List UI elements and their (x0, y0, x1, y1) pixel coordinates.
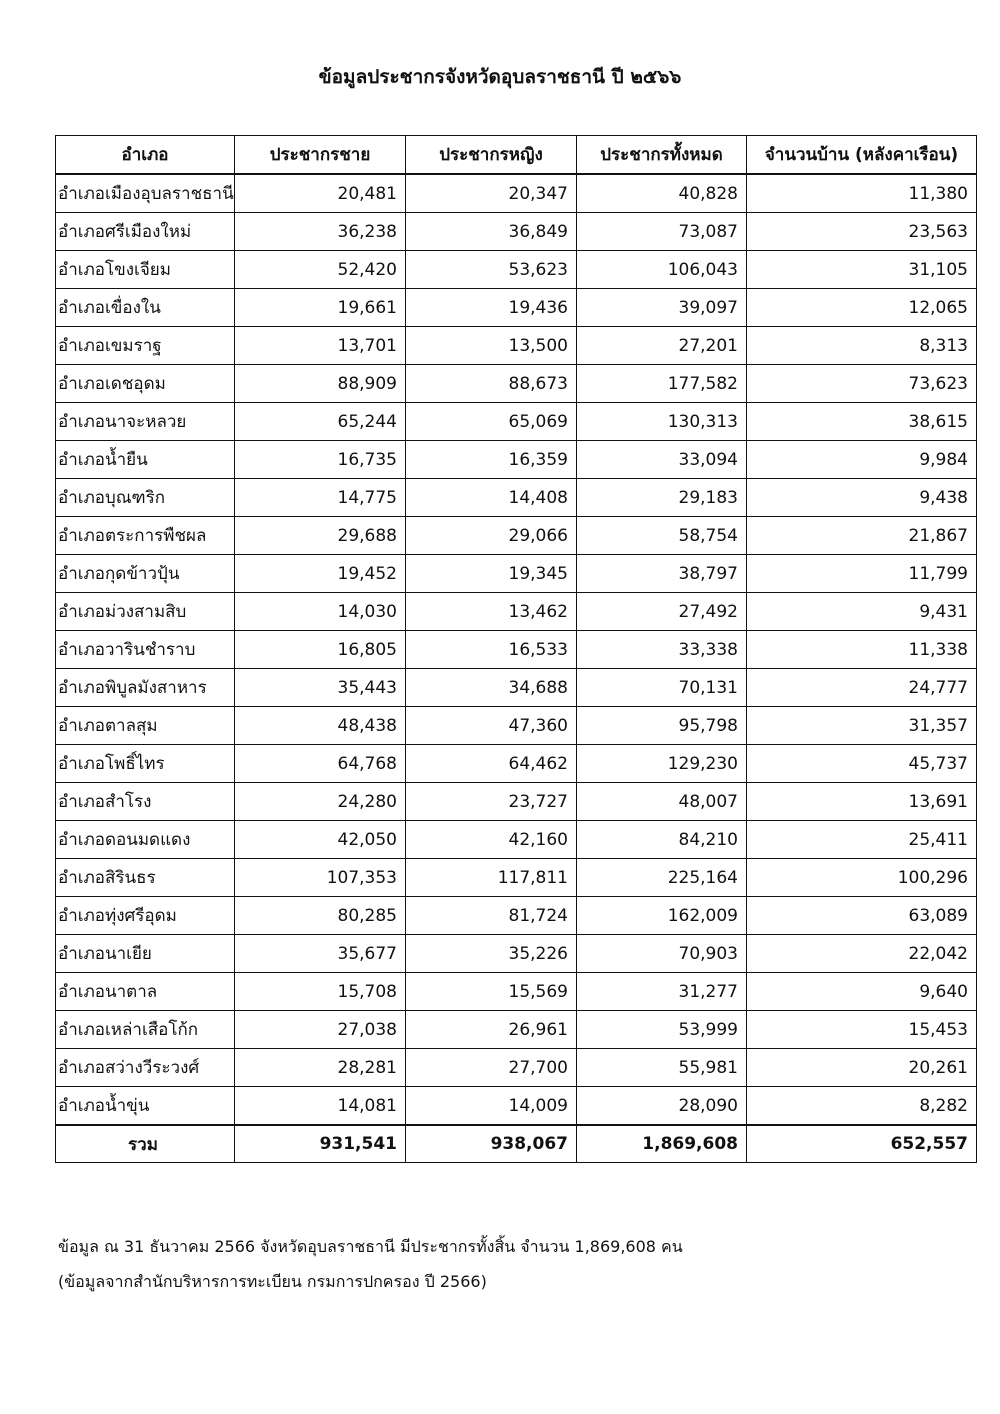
total-population: 70,131 (577, 669, 747, 707)
female-population: 14,009 (406, 1087, 577, 1126)
households: 13,691 (747, 783, 977, 821)
table-row (56, 1087, 977, 1126)
total-label: รวม (56, 1125, 235, 1163)
female-population: 65,069 (406, 403, 577, 441)
total-population: 40,828 (577, 174, 747, 213)
households: 73,623 (747, 365, 977, 403)
female-population: 27,700 (406, 1049, 577, 1087)
district-name: อำเภอม่วงสามสิบ (56, 593, 235, 631)
households: 11,380 (747, 174, 977, 213)
female-population: 29,066 (406, 517, 577, 555)
district-name: อำเภอนาเยีย (56, 935, 235, 973)
male-population: 107,353 (235, 859, 406, 897)
male-population: 64,768 (235, 745, 406, 783)
total-population: 177,582 (577, 365, 747, 403)
total-row (56, 1125, 977, 1163)
district-name: อำเภอน้ำยืน (56, 441, 235, 479)
male-population: 29,688 (235, 517, 406, 555)
total-population: 129,230 (577, 745, 747, 783)
total-population: 70,903 (577, 935, 747, 973)
data-source-note: (ข้อมูลจากสำนักบริหารการทะเบียน กรมการปกครอง ปี 2566) (58, 1272, 487, 1291)
households: 31,105 (747, 251, 977, 289)
table-row (56, 1049, 977, 1087)
male-population: 88,909 (235, 365, 406, 403)
total-population: 48,007 (577, 783, 747, 821)
table-row (56, 935, 977, 973)
table-row (56, 403, 977, 441)
district-name: อำเภอสิรินธร (56, 859, 235, 897)
district-name: อำเภอเมืองอุบลราชธานี (56, 174, 235, 213)
female-population: 20,347 (406, 174, 577, 213)
total-population: 27,201 (577, 327, 747, 365)
total-population: 29,183 (577, 479, 747, 517)
households: 20,261 (747, 1049, 977, 1087)
male-population: 14,775 (235, 479, 406, 517)
district-name: อำเภอเขื่องใน (56, 289, 235, 327)
households: 9,640 (747, 973, 977, 1011)
district-name: อำเภอน้ำขุ่น (56, 1087, 235, 1126)
male-population: 15,708 (235, 973, 406, 1011)
district-name: อำเภอทุ่งศรีอุดม (56, 897, 235, 935)
male-population: 14,081 (235, 1087, 406, 1126)
district-name: อำเภอเขมราฐ (56, 327, 235, 365)
district-name: อำเภอกุดข้าวปุ้น (56, 555, 235, 593)
table-row (56, 1011, 977, 1049)
district-name: อำเภอตระการพืชผล (56, 517, 235, 555)
households: 11,799 (747, 555, 977, 593)
table-row (56, 555, 977, 593)
female-population: 53,623 (406, 251, 577, 289)
table-body (56, 174, 977, 1125)
households: 9,431 (747, 593, 977, 631)
table-header-row (56, 136, 977, 175)
female-population: 14,408 (406, 479, 577, 517)
total-population: 162,009 (577, 897, 747, 935)
table-row (56, 441, 977, 479)
table-row (56, 745, 977, 783)
district-name: อำเภอดอนมดแดง (56, 821, 235, 859)
page-title: ข้อมูลประชากรจังหวัดอุบลราชธานี ปี ๒๕๖๖ (318, 66, 682, 88)
male-population: 16,735 (235, 441, 406, 479)
female-population: 36,849 (406, 213, 577, 251)
female-population: 13,462 (406, 593, 577, 631)
total-population: 58,754 (577, 517, 747, 555)
female-population: 34,688 (406, 669, 577, 707)
female-population: 19,345 (406, 555, 577, 593)
households: 9,438 (747, 479, 977, 517)
male-population: 13,701 (235, 327, 406, 365)
male-population: 27,038 (235, 1011, 406, 1049)
female-population: 13,500 (406, 327, 577, 365)
female-population: 42,160 (406, 821, 577, 859)
households: 100,296 (747, 859, 977, 897)
table-row (56, 783, 977, 821)
female-population: 81,724 (406, 897, 577, 935)
female-population: 47,360 (406, 707, 577, 745)
table-row (56, 707, 977, 745)
total-population: 31,277 (577, 973, 747, 1011)
table-row (56, 669, 977, 707)
male-population: 24,280 (235, 783, 406, 821)
households: 12,065 (747, 289, 977, 327)
district-name: อำเภอเหล่าเสือโก้ก (56, 1011, 235, 1049)
district-name: อำเภอนาตาล (56, 973, 235, 1011)
total-female: 938,067 (406, 1125, 577, 1163)
male-population: 52,420 (235, 251, 406, 289)
households: 24,777 (747, 669, 977, 707)
district-name: อำเภอสำโรง (56, 783, 235, 821)
male-population: 80,285 (235, 897, 406, 935)
male-population: 35,443 (235, 669, 406, 707)
header-households: จำนวนบ้าน (หลังคาเรือน) (747, 136, 977, 175)
households: 31,357 (747, 707, 977, 745)
households: 63,089 (747, 897, 977, 935)
table-row (56, 251, 977, 289)
total-population: 38,797 (577, 555, 747, 593)
total-population: 95,798 (577, 707, 747, 745)
header-total-population: ประชากรทั้งหมด (577, 136, 747, 175)
total-male: 931,541 (235, 1125, 406, 1163)
total-population: 28,090 (577, 1087, 747, 1126)
female-population: 15,569 (406, 973, 577, 1011)
households: 23,563 (747, 213, 977, 251)
male-population: 16,805 (235, 631, 406, 669)
table-row (56, 174, 977, 213)
households: 45,737 (747, 745, 977, 783)
female-population: 16,533 (406, 631, 577, 669)
district-name: อำเภอบุณฑริก (56, 479, 235, 517)
table-row (56, 897, 977, 935)
male-population: 36,238 (235, 213, 406, 251)
households: 8,313 (747, 327, 977, 365)
population-table-container (55, 135, 976, 1163)
table-row (56, 289, 977, 327)
district-name: อำเภอตาลสุม (56, 707, 235, 745)
total-population: 33,094 (577, 441, 747, 479)
households: 15,453 (747, 1011, 977, 1049)
households: 22,042 (747, 935, 977, 973)
male-population: 65,244 (235, 403, 406, 441)
female-population: 26,961 (406, 1011, 577, 1049)
households: 11,338 (747, 631, 977, 669)
table-row (56, 593, 977, 631)
female-population: 23,727 (406, 783, 577, 821)
table-row (56, 479, 977, 517)
households: 8,282 (747, 1087, 977, 1126)
male-population: 42,050 (235, 821, 406, 859)
data-date-note: ข้อมูล ณ 31 ธันวาคม 2566 จังหวัดอุบลราชธานี มีประชากรทั้งสิ้น จำนวน 1,869,608 คน (58, 1237, 683, 1256)
district-name: อำเภอพิบูลมังสาหาร (56, 669, 235, 707)
total-population: 106,043 (577, 251, 747, 289)
table-row (56, 821, 977, 859)
female-population: 19,436 (406, 289, 577, 327)
table-row (56, 973, 977, 1011)
total-population: 27,492 (577, 593, 747, 631)
district-name: อำเภอโพธิ์ไทร (56, 745, 235, 783)
male-population: 19,661 (235, 289, 406, 327)
district-name: อำเภอสว่างวีระวงศ์ (56, 1049, 235, 1087)
households: 38,615 (747, 403, 977, 441)
table-row (56, 517, 977, 555)
total-population: 33,338 (577, 631, 747, 669)
district-name: อำเภอเดชอุดม (56, 365, 235, 403)
male-population: 48,438 (235, 707, 406, 745)
district-name: อำเภอนาจะหลวย (56, 403, 235, 441)
district-name: อำเภอโขงเจียม (56, 251, 235, 289)
total-population: 55,981 (577, 1049, 747, 1087)
header-female-population: ประชากรหญิง (406, 136, 577, 175)
female-population: 117,811 (406, 859, 577, 897)
total-population: 225,164 (577, 859, 747, 897)
total-population: 39,097 (577, 289, 747, 327)
total-population: 1,869,608 (577, 1125, 747, 1163)
table-row (56, 859, 977, 897)
female-population: 35,226 (406, 935, 577, 973)
header-male-population: ประชากรชาย (235, 136, 406, 175)
header-district: อำเภอ (56, 136, 235, 175)
female-population: 16,359 (406, 441, 577, 479)
households: 9,984 (747, 441, 977, 479)
total-population: 53,999 (577, 1011, 747, 1049)
total-population: 130,313 (577, 403, 747, 441)
district-name: อำเภอวารินชำราบ (56, 631, 235, 669)
female-population: 88,673 (406, 365, 577, 403)
male-population: 20,481 (235, 174, 406, 213)
district-name: อำเภอศรีเมืองใหม่ (56, 213, 235, 251)
table-row (56, 365, 977, 403)
households: 21,867 (747, 517, 977, 555)
table-row (56, 631, 977, 669)
total-population: 84,210 (577, 821, 747, 859)
households: 25,411 (747, 821, 977, 859)
male-population: 19,452 (235, 555, 406, 593)
total-households: 652,557 (747, 1125, 977, 1163)
female-population: 64,462 (406, 745, 577, 783)
male-population: 14,030 (235, 593, 406, 631)
table-row (56, 213, 977, 251)
male-population: 35,677 (235, 935, 406, 973)
population-table (55, 135, 977, 1163)
total-population: 73,087 (577, 213, 747, 251)
male-population: 28,281 (235, 1049, 406, 1087)
table-row (56, 327, 977, 365)
